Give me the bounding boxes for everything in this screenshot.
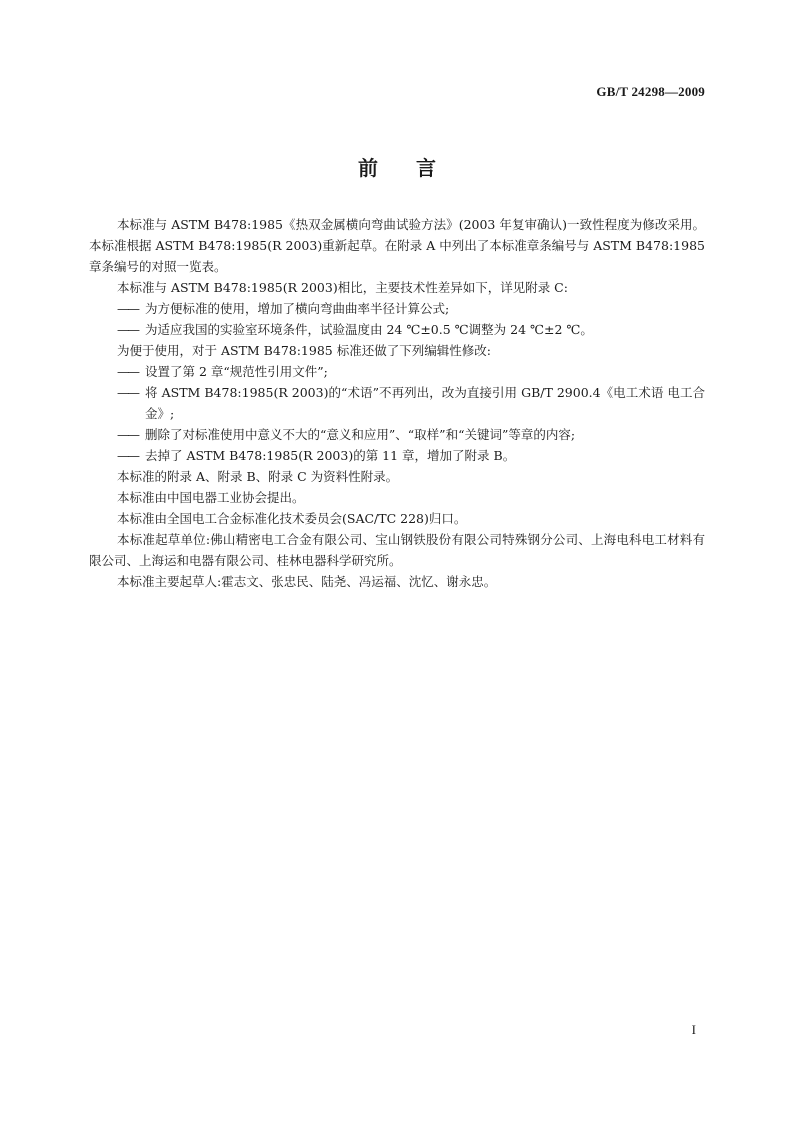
paragraph-annexes: 本标准的附录 A、附录 B、附录 C 为资料性附录。 xyxy=(117,469,399,484)
list-item-text: 去掉了 ASTM B478:1985(R 2003)的第 11 章，增加了附录 B。 xyxy=(145,448,516,463)
standard-number: GB/T 24298—2009 xyxy=(596,84,705,99)
list-item xyxy=(89,382,705,424)
list-item xyxy=(89,445,705,466)
dash-marker: —— xyxy=(117,385,138,400)
paragraph-drafters: 本标准主要起草人:霍志文、张忠民、陆尧、冯运福、沈忆、谢永忠。 xyxy=(117,574,497,589)
list-item-text: 将 ASTM B478:1985(R 2003)的“术语”不再列出，改为直接引用 GB/T 2900.4《电工术语 电工合金》; xyxy=(145,385,705,421)
dash-marker: —— xyxy=(117,448,138,463)
paragraph-technical-differences: 本标准与 ASTM B478:1985(R 2003)相比，主要技术性差异如下，详见附录 C: xyxy=(117,280,568,295)
list-item-text: 为方便标准的使用，增加了横向弯曲曲率半径计算公式; xyxy=(145,301,450,316)
paragraph-adoption: 本标准与 ASTM B478:1985《热双金属横向弯曲试验方法》(2003 年复审确认)一致性程度为修改采用。本标准根据 ASTM B478:1985(R 2003)重新起草。在附录 A 中列出了本标准章条编号与 ASTM B478:1985 章条编号的对照一览表。 xyxy=(89,217,705,274)
page-number: I xyxy=(691,1022,696,1037)
dash-marker: —— xyxy=(117,427,138,442)
paragraph-committee: 本标准由全国电工合金标准化技术委员会(SAC/TC 228)归口。 xyxy=(117,511,467,526)
paragraph-proposer: 本标准由中国电器工业协会提出。 xyxy=(117,490,305,505)
list-item xyxy=(89,361,705,382)
dash-marker: —— xyxy=(117,301,138,316)
list-item-text: 为适应我国的实验室环境条件，试验温度由 24 ℃±0.5 ℃调整为 24 ℃±2 ℃。 xyxy=(145,322,593,337)
paragraph-drafting-units: 本标准起草单位:佛山精密电工合金有限公司、宝山钢铁股份有限公司特殊钢分公司、上海电科电工材料有限公司、上海运和电器有限公司、桂林电器科学研究所。 xyxy=(89,532,705,568)
list-item-text: 删除了对标准使用中意义不大的“意义和应用”、“取样”和“关键词”等章的内容; xyxy=(145,427,576,442)
dash-marker: —— xyxy=(117,322,138,337)
list-item xyxy=(89,298,705,319)
foreword-body xyxy=(89,214,705,592)
list-item xyxy=(89,319,705,340)
paragraph-editorial-intro: 为便于使用，对于 ASTM B478:1985 标准还做了下列编辑性修改: xyxy=(117,343,491,358)
dash-marker: —— xyxy=(117,364,138,379)
list-item-text: 设置了第 2 章“规范性引用文件”; xyxy=(145,364,328,379)
list-item xyxy=(89,424,705,445)
page-title: 前言 xyxy=(358,156,474,180)
